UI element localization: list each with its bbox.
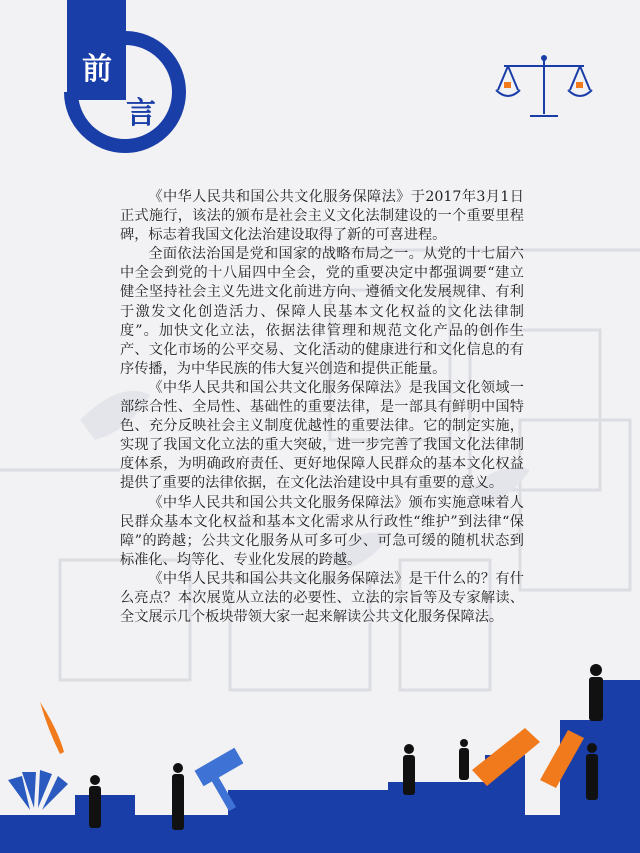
bottom-illustration xyxy=(0,530,640,853)
paragraph: 全面依法治国是党和国家的战略布局之一。从党的十七届六中全会到党的十八届四中全会，党的重要决定中都强调要“建立健全坚持社会主义先进文化前进方向、遵循文化发展规律、有利于激发文化创造活力、保障人民基本文化权益的文化法律制度”。加快文化立法，依据法律管理和规范文化产品的创作生产、文化市场的公平交易、文化活动的健康进行和文化信息的有序传播，为中华民族的伟大复兴创造和提供正能量。 xyxy=(120,246,524,377)
paragraph: 《中华人民共和国公共文化服务保障法》是干什么的？有什么亮点？本次展览从立法的必要性、立法的宗旨等及专家解读、全文展示几个板块带领大家一起来解读公共文化服务保障法。 xyxy=(120,570,524,626)
feather-icon xyxy=(40,702,64,754)
scales-of-justice-icon xyxy=(494,52,594,124)
paragraph: 《中华人民共和国公共文化服务保障法》颁布实施意味着人民群众基本文化权益和基本文化需求从行政性“维护”到法律“保障”的跨越；公共文化服务从可多可少、可急可缓的随机状态到标准化、均等化、专业化发展的跨越。 xyxy=(120,494,524,568)
title-char-qian: 前 xyxy=(82,52,112,87)
paragraph: 《中华人民共和国公共文化服务保障法》是我国文化领域一部综合性、全局性、基础性的重要法律，是一部具有鲜明中国特色、充分反映社会主义制度优越性的重要法律。它的制定实施，实现了我国文化立法的重大突破，进一步完善了我国文化法律制度体系，为明确政府责任、更好地保障人民群众的基本文化权益提供了重要的法律依据，在文化法治建设中具有重要的意义。 xyxy=(120,379,524,492)
book-fan xyxy=(8,770,68,810)
paragraph: 《中华人民共和国公共文化服务保障法》于2017年3月1日正式施行，该法的颁布是社会主义文化法制建设的一个重要里程碑，标志着我国文化法治建设取得了新的可喜进程。 xyxy=(120,189,524,244)
title-char-yan: 言 xyxy=(126,96,156,131)
